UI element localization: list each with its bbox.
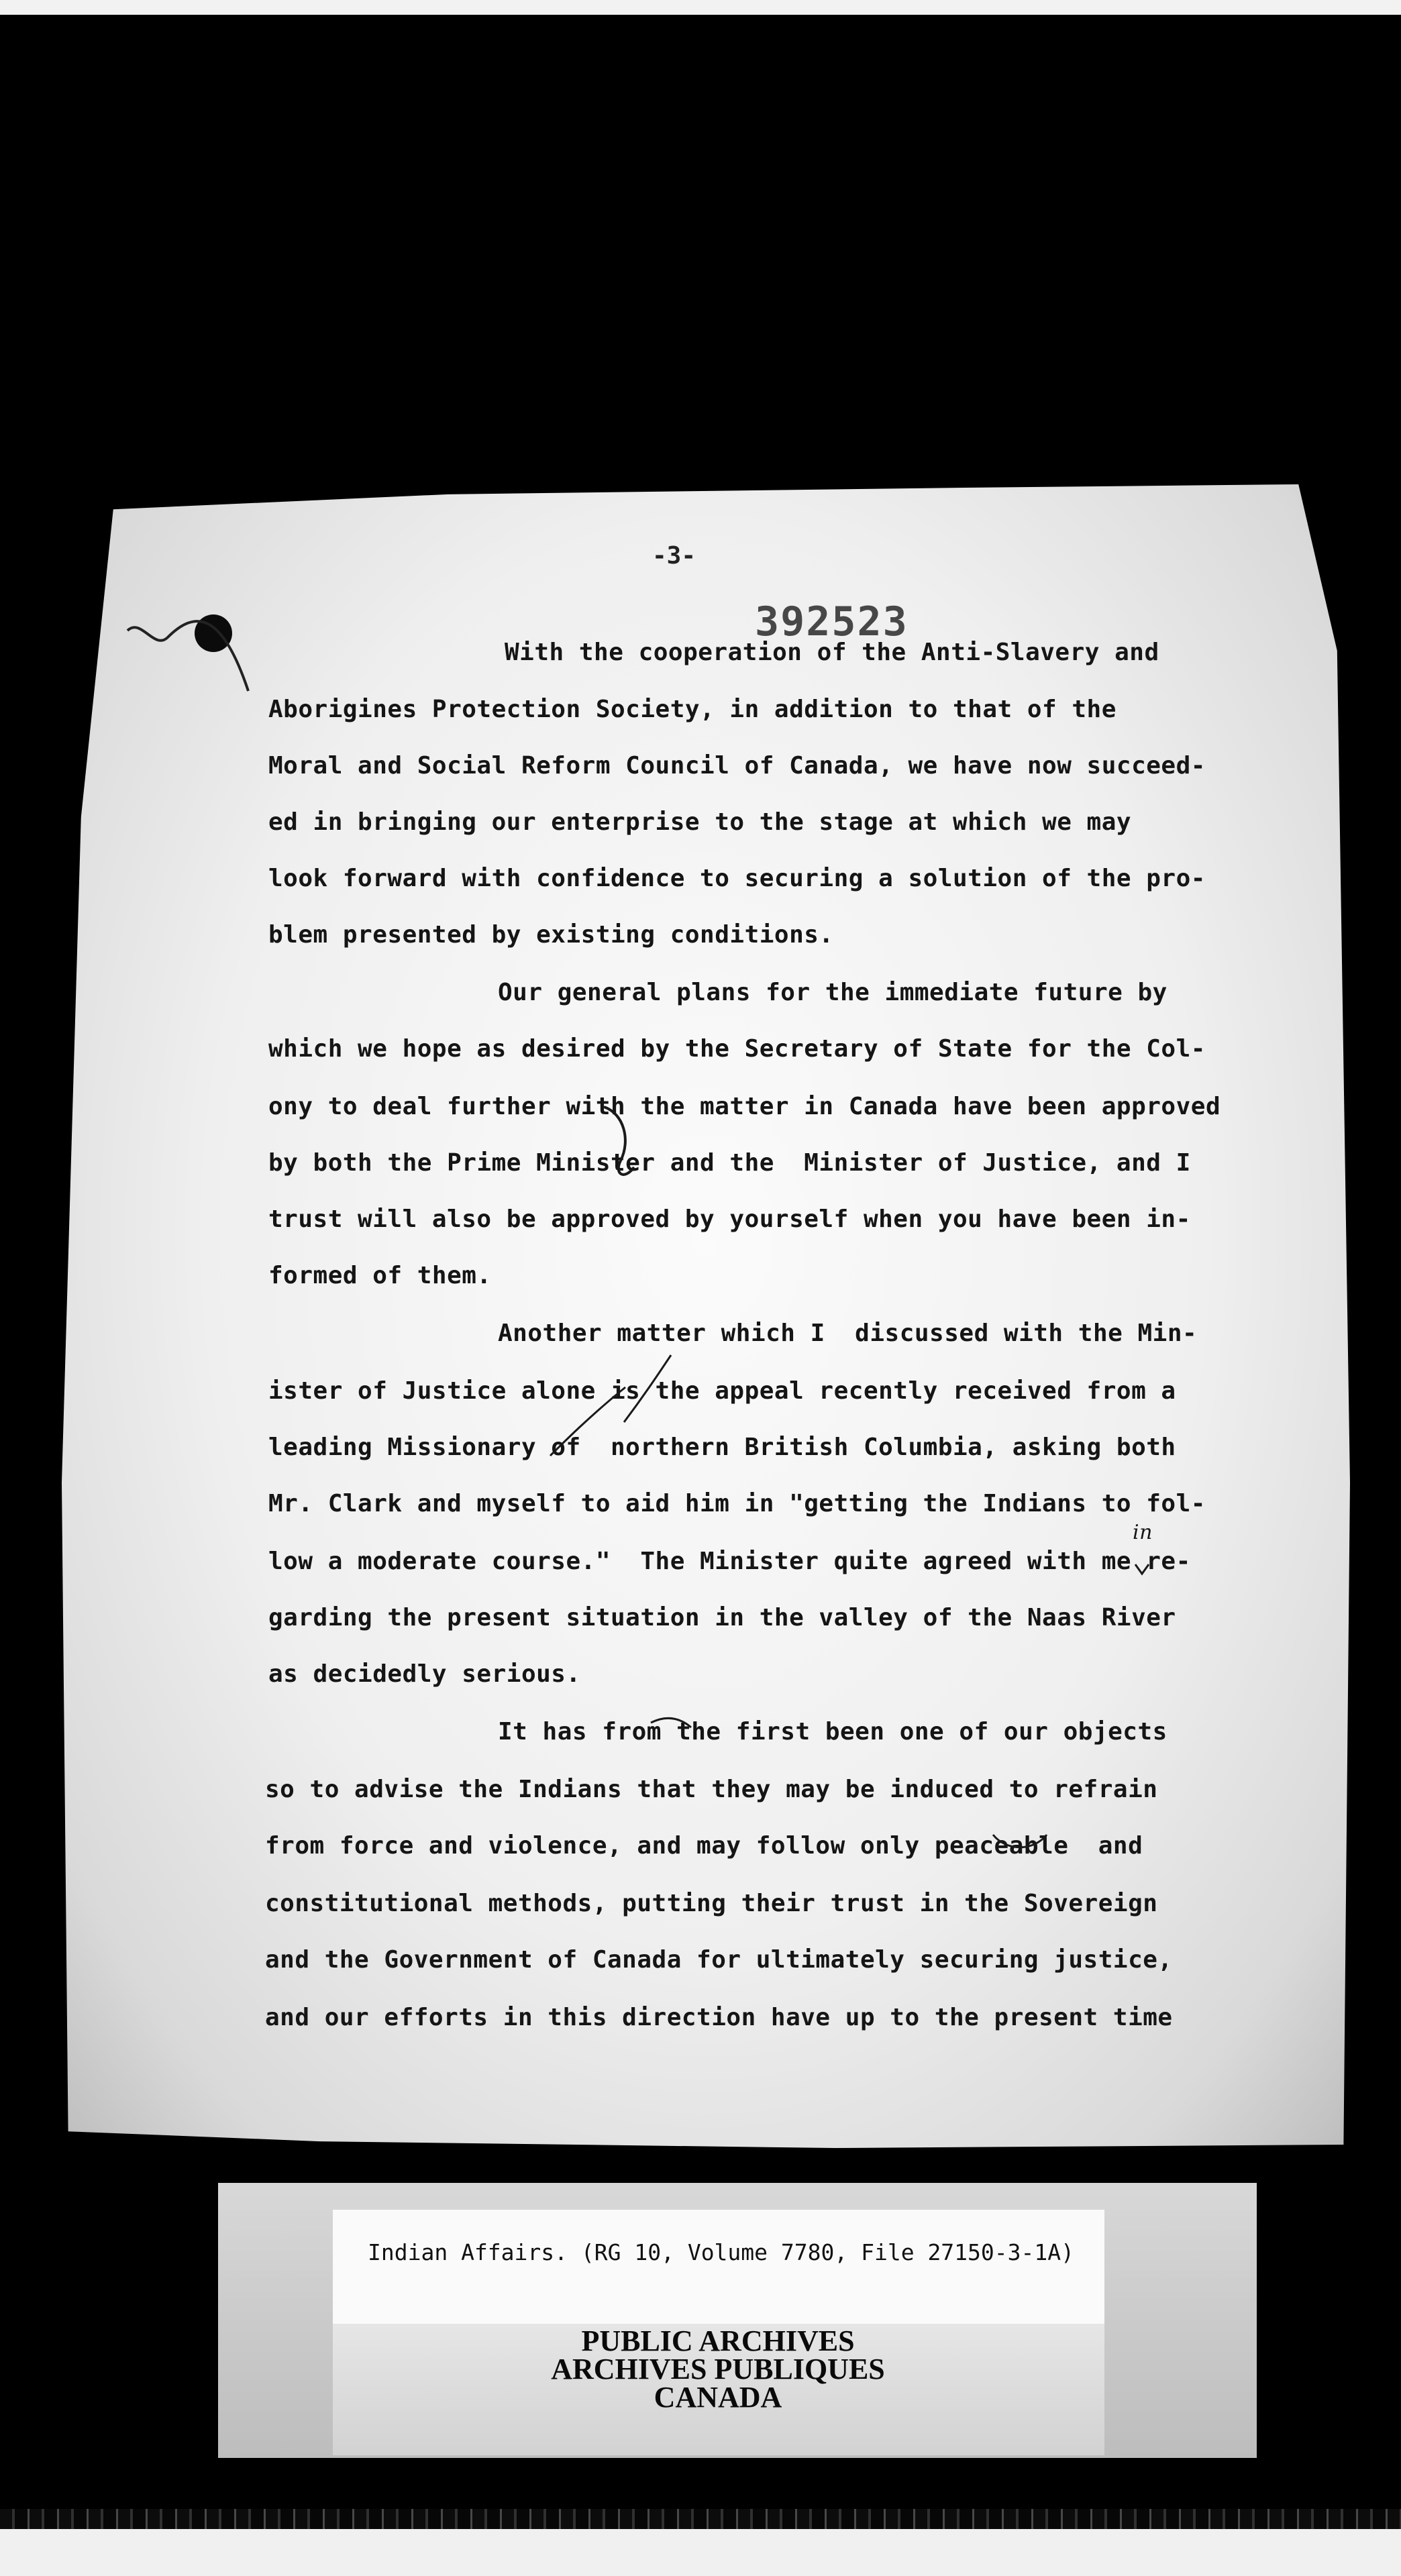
text-line: which we hope as desired by the Secretary of State for the Col- [268,1035,1206,1063]
text-line: Aborigines Protection Society, in addition to that of the [268,696,1117,723]
citation-card [333,2210,1104,2324]
text-line: and our efforts in this direction have up to the present time [265,2004,1173,2031]
archives-stamp-line: PUBLIC ARCHIVES [581,2324,855,2357]
text-line: Moral and Social Reform Council of Canada, we have now succeed- [268,752,1206,780]
text-line: ister of Justice alone is the appeal recently received from a [268,1377,1176,1405]
text-line: as decidedly serious. [268,1660,581,1688]
text-line: With the cooperation of the Anti-Slavery and [505,639,1159,666]
text-line: low a moderate course." The Minister quite agreed with me re- [268,1548,1191,1575]
text-line: by both the Prime Minister and the Minister of Justice, and I [268,1149,1191,1177]
text-line: ony to deal further with the matter in Canada have been approved [268,1093,1221,1120]
text-line: blem presented by existing conditions. [268,921,834,949]
handwritten-insert: in [1133,1521,1153,1544]
text-line: It has from the first been one of our objects [498,1718,1168,1746]
film-bottom-edge [0,2509,1401,2530]
film-bottom-strip [0,2529,1401,2576]
text-line: look forward with confidence to securing a solution of the pro- [268,865,1206,892]
archives-stamp-line: ARCHIVES PUBLIQUES [551,2353,885,2385]
text-line: Our general plans for the immediate future by [498,979,1168,1006]
text-line: formed of them. [268,1262,492,1289]
text-line: constitutional methods, putting their trust in the Sovereign [265,1890,1158,1917]
text-line: garding the present situation in the valley of the Naas River [268,1604,1176,1631]
text-line: Another matter which I discussed with the Min- [498,1320,1198,1347]
text-line: leading Missionary of northern British Columbia, asking both [268,1434,1176,1461]
text-line: so to advise the Indians that they may be induced to refrain [265,1776,1158,1803]
text-line: trust will also be approved by yourself when you have been in- [268,1205,1191,1233]
text-line: and the Government of Canada for ultimately securing justice, [265,1946,1173,1974]
text-line: Mr. Clark and myself to aid him in "getting the Indians to fol- [268,1490,1206,1517]
archives-stamp-line: CANADA [654,2381,782,2414]
text-line: ed in bringing our enterprise to the stage at which we may [268,808,1132,836]
page-number: -3- [652,542,696,570]
film-top-edge [0,0,1401,15]
document-stamp-number: 392523 [755,598,909,645]
archive-citation: Indian Affairs. (RG 10, Volume 7780, File 27150-3-1A) [368,2239,1074,2265]
text-line: from force and violence, and may follow only peaceable and [265,1832,1143,1860]
